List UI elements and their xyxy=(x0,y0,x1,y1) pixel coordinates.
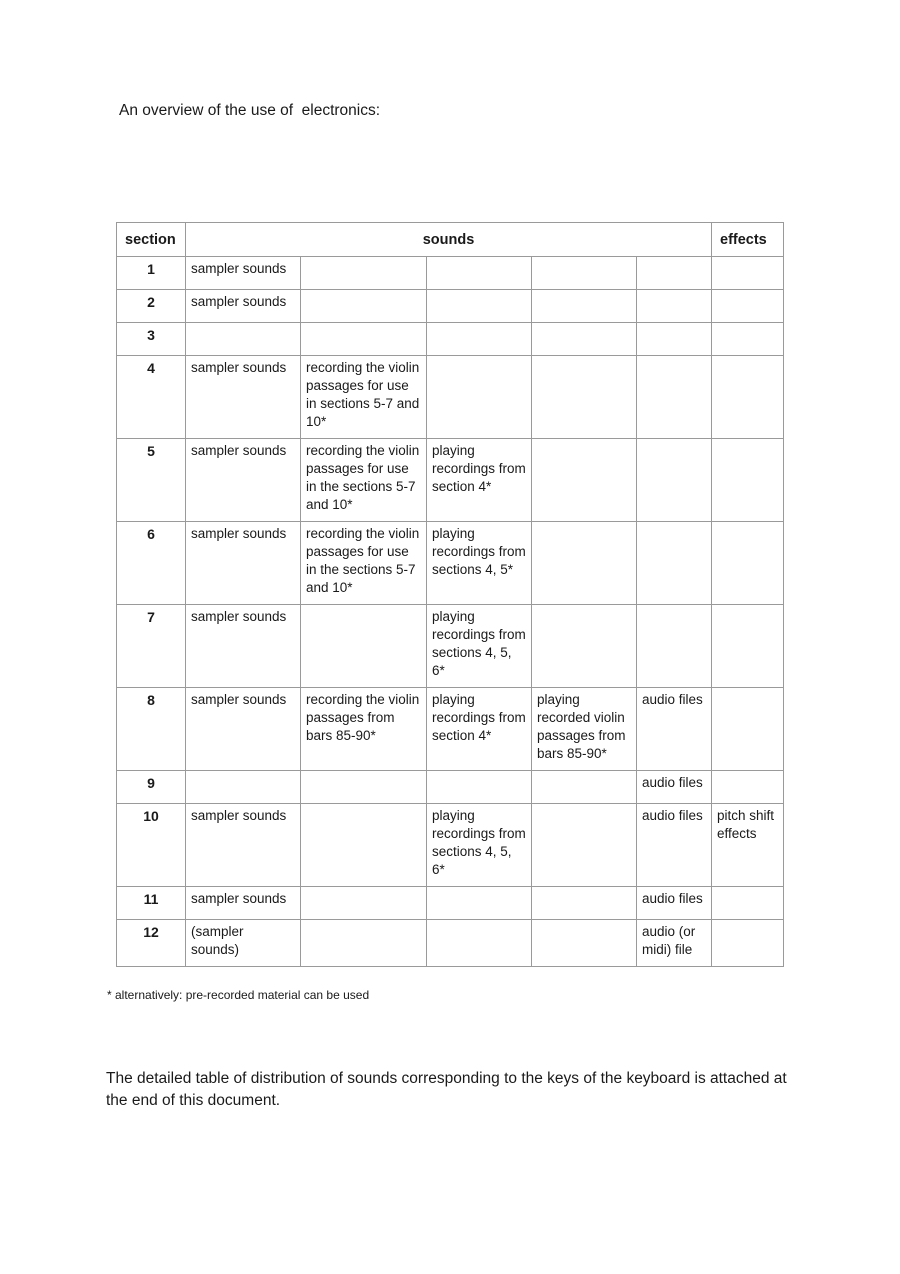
table-cell: sampler sounds xyxy=(186,522,301,605)
section-number: 7 xyxy=(117,605,186,688)
table-cell: sampler sounds xyxy=(186,804,301,887)
table-cell: sampler sounds xyxy=(186,887,301,920)
section-number: 12 xyxy=(117,920,186,967)
table-cell xyxy=(712,522,784,605)
table-cell xyxy=(532,356,637,439)
table-cell xyxy=(532,290,637,323)
table-cell xyxy=(712,356,784,439)
section-number: 10 xyxy=(117,804,186,887)
section-number: 8 xyxy=(117,688,186,771)
table-cell xyxy=(712,290,784,323)
table-cell xyxy=(532,522,637,605)
table-cell xyxy=(532,920,637,967)
electronics-overview-table xyxy=(116,222,784,967)
table-row xyxy=(117,257,784,290)
table-cell xyxy=(532,771,637,804)
table-cell xyxy=(637,356,712,439)
table-cell xyxy=(301,323,427,356)
table-row xyxy=(117,439,784,522)
table-cell xyxy=(427,290,532,323)
section-number: 4 xyxy=(117,356,186,439)
table-cell: sampler sounds xyxy=(186,439,301,522)
table-cell: recording the violin passages for use in the sections 5-7 and 10* xyxy=(301,439,427,522)
table-cell: audio files xyxy=(637,804,712,887)
header-sounds: sounds xyxy=(186,223,712,257)
table-row xyxy=(117,356,784,439)
table-cell: pitch shift effects xyxy=(712,804,784,887)
table-cell xyxy=(301,257,427,290)
table-cell xyxy=(186,771,301,804)
table-cell: playing recordings from sections 4, 5* xyxy=(427,522,532,605)
page-heading: An overview of the use of electronics: xyxy=(119,102,381,119)
table-cell xyxy=(186,323,301,356)
table-cell xyxy=(427,257,532,290)
table-cell xyxy=(301,771,427,804)
table-cell xyxy=(712,920,784,967)
section-number: 1 xyxy=(117,257,186,290)
table-cell: audio files xyxy=(637,887,712,920)
table-cell: recording the violin passages from bars 85-90* xyxy=(301,688,427,771)
section-number: 11 xyxy=(117,887,186,920)
section-number: 6 xyxy=(117,522,186,605)
table-cell: audio files xyxy=(637,771,712,804)
table-cell xyxy=(712,439,784,522)
table-cell: recording the violin passages for use in sections 5-7 and 10* xyxy=(301,356,427,439)
table-cell xyxy=(712,605,784,688)
table-cell xyxy=(637,257,712,290)
section-number: 2 xyxy=(117,290,186,323)
table-cell xyxy=(637,605,712,688)
footnote: * alternatively: pre-recorded material can be used xyxy=(107,988,370,1002)
table-cell: audio (or midi) file xyxy=(637,920,712,967)
table-cell: audio files xyxy=(637,688,712,771)
table-cell xyxy=(637,323,712,356)
table-row xyxy=(117,887,784,920)
header-section: section xyxy=(117,223,186,257)
table-cell: recording the violin passages for use in the sections 5-7 and 10* xyxy=(301,522,427,605)
table-cell xyxy=(637,290,712,323)
table-cell: playing recordings from sections 4, 5, 6* xyxy=(427,804,532,887)
section-number: 9 xyxy=(117,771,186,804)
table-row xyxy=(117,771,784,804)
table-cell: sampler sounds xyxy=(186,356,301,439)
table-cell xyxy=(532,439,637,522)
table-cell xyxy=(301,920,427,967)
table-cell xyxy=(532,804,637,887)
table-cell: playing recordings from sections 4, 5, 6* xyxy=(427,605,532,688)
table-cell xyxy=(427,771,532,804)
table-row xyxy=(117,688,784,771)
table-cell xyxy=(301,605,427,688)
table-cell xyxy=(427,920,532,967)
table-cell xyxy=(712,257,784,290)
table-cell xyxy=(637,439,712,522)
table-row xyxy=(117,605,784,688)
table-cell xyxy=(532,323,637,356)
table-cell: sampler sounds xyxy=(186,290,301,323)
header-row xyxy=(117,223,784,257)
table-row xyxy=(117,290,784,323)
table-cell: (sampler sounds) xyxy=(186,920,301,967)
closing-paragraph: The detailed table of distribution of sounds corresponding to the keys of the keyboard is attached at the end of this document. xyxy=(106,1070,787,1109)
table-cell xyxy=(712,887,784,920)
table-cell xyxy=(532,887,637,920)
table-cell: playing recordings from section 4* xyxy=(427,439,532,522)
table-cell: sampler sounds xyxy=(186,605,301,688)
table-row xyxy=(117,804,784,887)
section-number: 3 xyxy=(117,323,186,356)
table-cell: sampler sounds xyxy=(186,257,301,290)
table-cell: playing recorded violin passages from bars 85-90* xyxy=(532,688,637,771)
table-cell xyxy=(427,356,532,439)
header-effects: effects xyxy=(712,223,784,257)
table-cell xyxy=(712,323,784,356)
table-cell xyxy=(712,688,784,771)
table-cell xyxy=(301,290,427,323)
table-cell: playing recordings from section 4* xyxy=(427,688,532,771)
table-row xyxy=(117,522,784,605)
table-cell xyxy=(532,257,637,290)
section-number: 5 xyxy=(117,439,186,522)
table-cell xyxy=(301,804,427,887)
table-cell xyxy=(532,605,637,688)
table-row xyxy=(117,323,784,356)
table-cell xyxy=(427,887,532,920)
table-cell xyxy=(712,771,784,804)
table-cell xyxy=(427,323,532,356)
table-cell xyxy=(637,522,712,605)
table-row xyxy=(117,920,784,967)
table-cell xyxy=(301,887,427,920)
table-cell: sampler sounds xyxy=(186,688,301,771)
